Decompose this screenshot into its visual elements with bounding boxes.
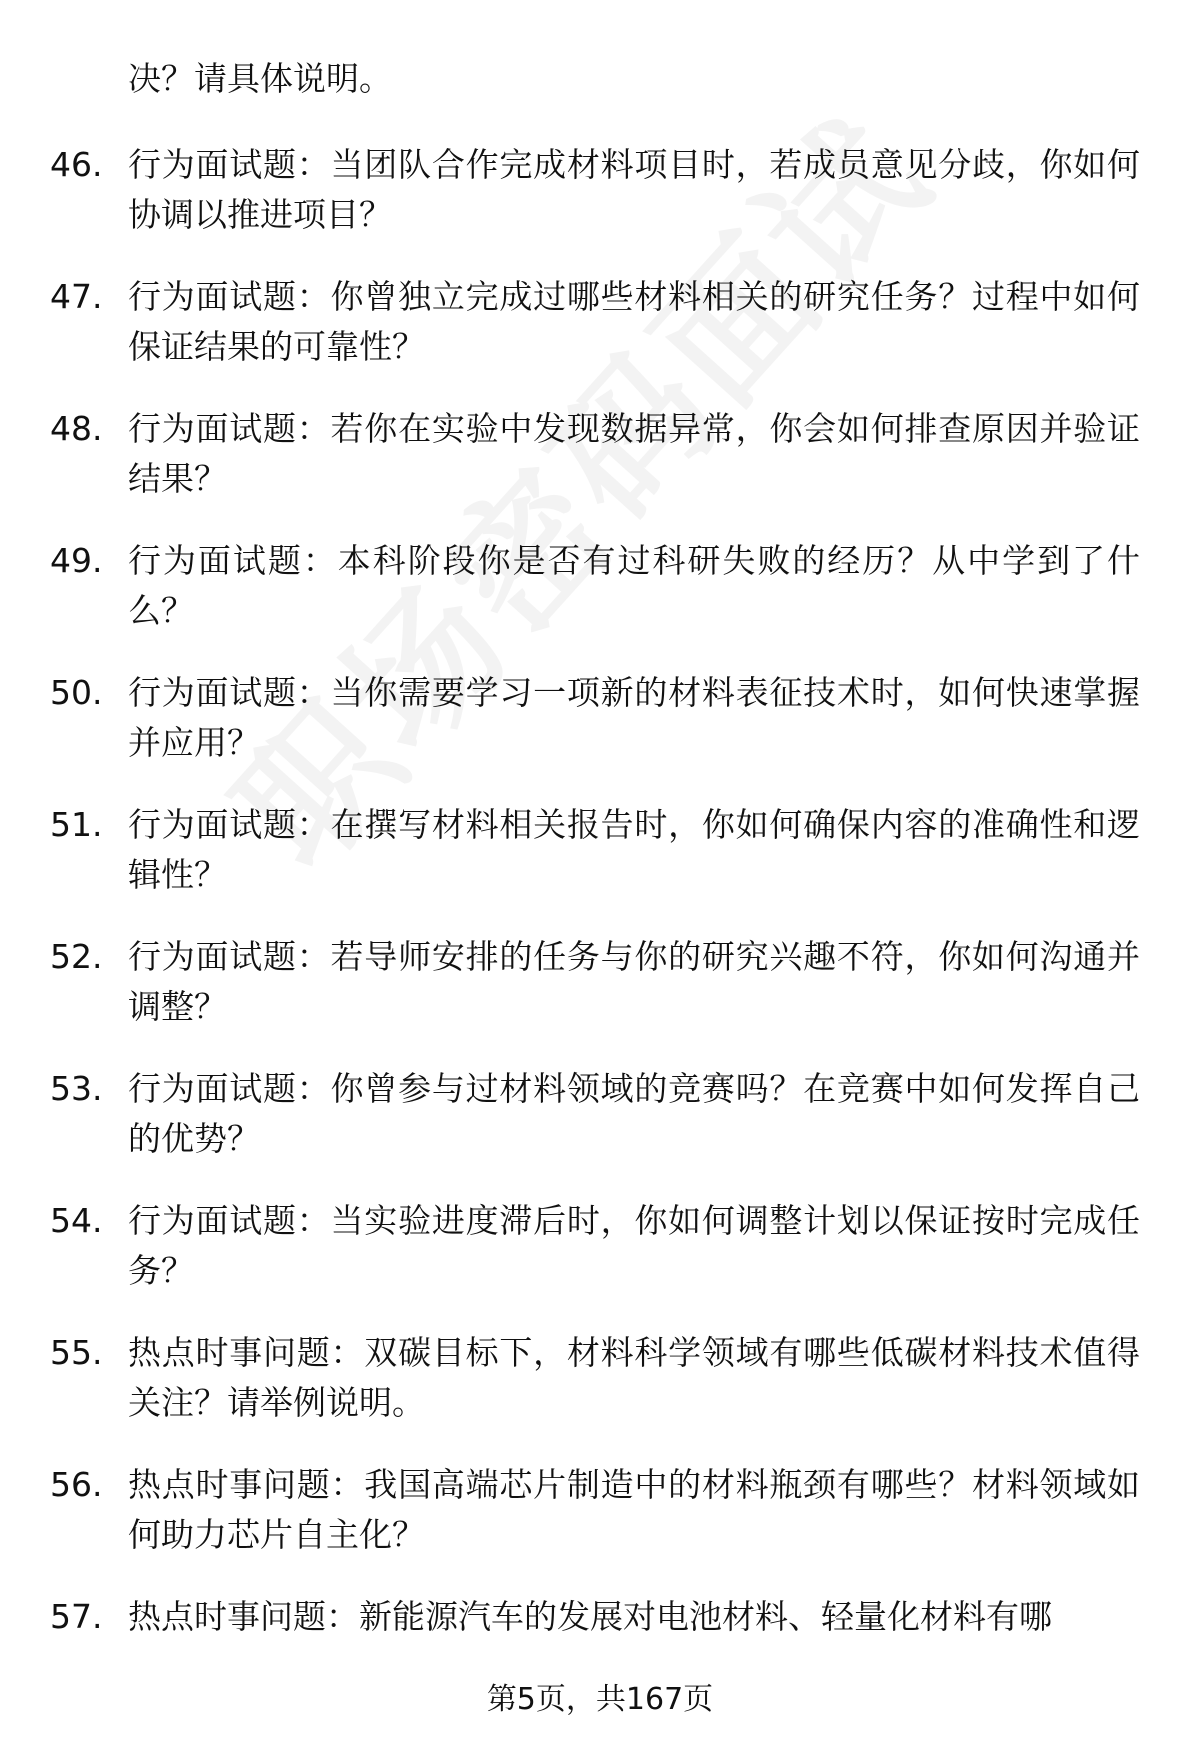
question-number: 50. — [50, 673, 103, 712]
list-item — [0, 668, 1200, 800]
question-text: 行为面试题：若你在实验中发现数据异常，你会如何排查原因并验证结果？ — [128, 409, 1140, 498]
list-item — [0, 536, 1200, 668]
question-number: 48. — [50, 409, 103, 448]
question-text: 行为面试题：当实验进度滞后时，你如何调整计划以保证按时完成任务？ — [128, 1201, 1140, 1290]
list-item — [0, 932, 1200, 1064]
question-text: 热点时事问题：双碳目标下，材料科学领域有哪些低碳材料技术值得关注？请举例说明。 — [128, 1333, 1140, 1422]
question-number: 56. — [50, 1465, 103, 1504]
question-number: 55. — [50, 1333, 103, 1372]
question-text: 行为面试题：若导师安排的任务与你的研究兴趣不符，你如何沟通并调整？ — [128, 937, 1140, 1026]
continued-question-text: 决？请具体说明。 — [128, 59, 392, 98]
question-number: 54. — [50, 1201, 103, 1240]
list-item — [0, 1064, 1200, 1196]
page-number-footer: 第5页，共167页 — [486, 1682, 714, 1717]
question-text: 行为面试题：当你需要学习一项新的材料表征技术时，如何快速掌握并应用？ — [128, 673, 1140, 762]
question-text: 热点时事问题：新能源汽车的发展对电池材料、轻量化材料有哪 — [128, 1597, 1052, 1636]
question-text: 热点时事问题：我国高端芯片制造中的材料瓶颈有哪些？材料领域如何助力芯片自主化？ — [128, 1465, 1140, 1554]
question-text: 行为面试题：你曾独立完成过哪些材料相关的研究任务？过程中如何保证结果的可靠性？ — [128, 277, 1140, 366]
question-number: 49. — [50, 541, 103, 580]
question-text: 行为面试题：你曾参与过材料领域的竞赛吗？在竞赛中如何发挥自己的优势？ — [128, 1069, 1140, 1158]
question-text: 行为面试题：当团队合作完成材料项目时，若成员意见分歧，你如何协调以推进项目？ — [128, 145, 1140, 234]
question-number: 53. — [50, 1069, 103, 1108]
question-text: 行为面试题：在撰写材料相关报告时，你如何确保内容的准确性和逻辑性？ — [128, 805, 1140, 894]
list-item — [0, 404, 1200, 536]
question-number: 47. — [50, 277, 103, 316]
list-item — [0, 272, 1200, 404]
list-item — [0, 800, 1200, 932]
list-item — [0, 1196, 1200, 1328]
question-number: 46. — [50, 145, 103, 184]
list-item — [0, 1328, 1200, 1460]
question-number: 57. — [50, 1597, 103, 1636]
question-list — [0, 140, 1200, 1724]
question-number: 52. — [50, 937, 103, 976]
question-text: 行为面试题：本科阶段你是否有过科研失败的经历？从中学到了什么？ — [128, 541, 1140, 630]
list-item — [0, 140, 1200, 272]
question-number: 51. — [50, 805, 103, 844]
list-item — [0, 1460, 1200, 1592]
